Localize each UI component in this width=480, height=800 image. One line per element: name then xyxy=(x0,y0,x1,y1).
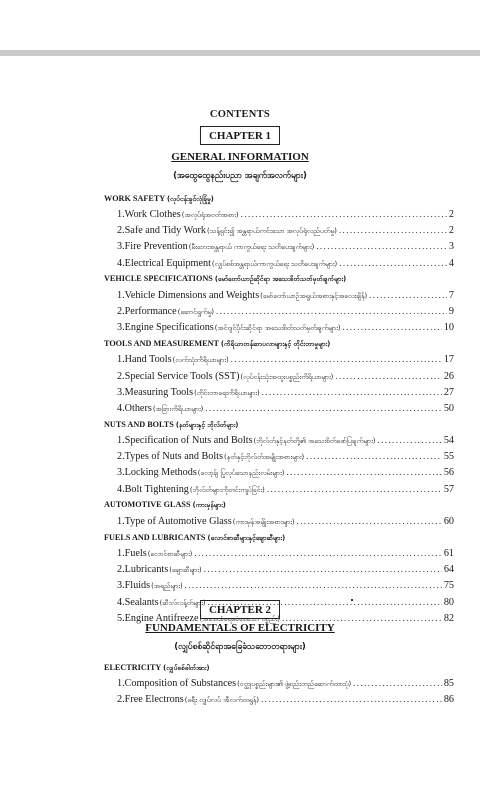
toc-entry-title: 4.Bolt Tightening xyxy=(117,483,189,495)
toc-entry[interactable] xyxy=(104,222,454,238)
toc-entry-title: 2.Types of Nuts and Bolts xyxy=(117,451,223,463)
toc-category xyxy=(104,661,454,676)
toc-entry-subtitle: (မီးဘေးအန္တရာယ် ကာကွယ်ရေး သတိပေးချက်များ) xyxy=(188,243,315,252)
contents-heading: CONTENTS xyxy=(209,109,271,120)
toc-category-subtitle: (နတ်များနှင့် ဘိုလ်တ်များ) xyxy=(175,420,239,429)
toc-page-number: 54 xyxy=(443,435,454,447)
toc-entry-subtitle: (လုပ်ငန်းသုံးအထူးပစ္စည်းကိရိယာများ) xyxy=(240,372,334,381)
toc-entry-title: 3.Locking Methods xyxy=(117,467,197,479)
toc-entry-title: 3.Measuring Tools xyxy=(117,386,194,398)
toc-entry-title: 3.Fire Prevention xyxy=(117,241,188,253)
toc-entry[interactable] xyxy=(104,691,454,707)
toc-entry-subtitle: (ဝတ္ထုပစ္စည်းများ၏ ဖွဲ့စည်းတည်ဆောက်ထားပုံ) xyxy=(237,680,352,688)
toc-entry-subtitle: (ဆီးလ်လန့်တ်များ) xyxy=(159,598,206,607)
toc-entry-subtitle: (သန့်ရှင်း၍ အန္တရာယ်ကင်းသော အလုပ်ရုံလည်ပတ်မှု) xyxy=(207,227,337,236)
dot-leader xyxy=(262,384,442,400)
toc-category xyxy=(104,418,454,433)
toc-entry-title: 4.Electrical Equipment xyxy=(117,257,211,269)
toc-entry[interactable] xyxy=(104,400,454,416)
toc-page-number: 64 xyxy=(443,564,454,576)
toc-page-number: 27 xyxy=(443,386,454,398)
toc-entry[interactable] xyxy=(104,545,454,561)
dot-leader xyxy=(204,561,442,577)
toc-entry-subtitle: (လက်သုံးကိရိယာများ) xyxy=(172,356,229,365)
toc-entry[interactable] xyxy=(104,675,454,691)
toc-entry-title: 2.Performance xyxy=(117,305,177,317)
toc-page-number: 82 xyxy=(443,612,454,624)
toc-category-subtitle: (လုပ်ငန်းခွင်လုံခြုံမှု) xyxy=(166,194,214,203)
toc-entry-subtitle: (ဘိုလ်တ်များကိုတင်းကျပ်ခြင်း) xyxy=(189,485,265,494)
toc-entry-title: 4.Others xyxy=(117,402,152,414)
toc-entry[interactable] xyxy=(104,481,454,497)
dot-leader xyxy=(339,222,447,238)
toc-category-subtitle: (လျှပ်စစ်ဓါတ်အား) xyxy=(163,663,210,672)
toc-category xyxy=(104,272,454,287)
dot-leader xyxy=(306,448,442,464)
toc-entry[interactable] xyxy=(104,287,454,303)
dot-leader xyxy=(261,691,442,707)
chapter-2-title: FUNDAMENTALS OF ELECTRICITY xyxy=(145,622,335,634)
toc-category-name: TOOLS AND MEASUREMENT xyxy=(104,338,219,348)
toc-entry-subtitle: (လော့ခ်ျ ပြုလုပ်သောနည်းလမ်းများ) xyxy=(197,469,285,478)
toc-entry-title: 3.Fluids xyxy=(117,580,151,592)
toc-category xyxy=(104,498,454,513)
toc-entry-subtitle: (အင်ဂျင်ပိုင်းဆိုင်ရာ အသေးစိတ်သတ်မှတ်ချက်များ) xyxy=(214,324,341,333)
dot-leader xyxy=(369,287,447,303)
toc-entry-subtitle: (ဆောင်ရွက်မှု) xyxy=(177,307,214,316)
toc-page-number: 9 xyxy=(448,305,454,317)
chapter-1-toc xyxy=(104,190,454,626)
toc-category-subtitle: (မော်တော်ယာဉ်ဆိုင်ရာ အသေးစိတ်သတ်မှတ်ချက်များ) xyxy=(214,275,347,284)
toc-page-number: 50 xyxy=(443,402,454,414)
toc-entry-subtitle: (အရည်များ) xyxy=(151,582,183,591)
toc-entry[interactable] xyxy=(104,448,454,464)
toc-entry-subtitle: (အလုပ်ရုံအဝတ်အစား) xyxy=(181,211,239,219)
toc-page-number: 80 xyxy=(443,596,454,608)
toc-page-number: 26 xyxy=(443,370,454,382)
dot-leader xyxy=(335,368,442,384)
toc-page-number: 2 xyxy=(448,225,454,237)
toc-entry-title: 2.Safe and Tidy Work xyxy=(117,225,206,237)
toc-entry-title: 1.Vehicle Dimensions and Weights xyxy=(117,289,260,301)
chapter-1-title: GENERAL INFORMATION xyxy=(171,151,309,163)
toc-entry-title: 2.Special Service Tools (SST) xyxy=(117,370,240,382)
toc-entry-subtitle: (နတ်နှင့်ဘိုလ်တ်အမျိုးအစားများ) xyxy=(223,453,305,462)
dot-leader xyxy=(267,481,442,497)
toc-entry[interactable] xyxy=(104,464,454,480)
toc-entry[interactable] xyxy=(104,384,454,400)
toc-entry-title: 1.Hand Tools xyxy=(117,354,172,366)
toc-entry-subtitle: (လောင်စာဆီများ) xyxy=(147,550,193,558)
dot-leader xyxy=(316,238,447,254)
toc-entry-subtitle: (တိုင်းတာရေးကိရိယာများ) xyxy=(194,388,260,397)
toc-page-number: 2 xyxy=(448,209,454,220)
dot-leader xyxy=(231,351,442,367)
dot-leader xyxy=(343,319,442,335)
toc-page-number: 57 xyxy=(443,483,454,495)
toc-entry[interactable] xyxy=(104,368,454,384)
dot-leader xyxy=(241,206,447,222)
document-page xyxy=(0,56,480,800)
dot-leader xyxy=(194,545,441,561)
toc-page-number: 60 xyxy=(443,515,454,527)
chapter-2-toc xyxy=(104,659,454,707)
toc-page-number: 7 xyxy=(448,289,454,301)
toc-entry-subtitle: (အခြားကိရိယာများ) xyxy=(152,404,204,413)
toc-entry-title: 1.Fuels xyxy=(117,548,147,559)
toc-entry-subtitle: (ကားမှန်အမျိုးအစားများ) xyxy=(232,517,295,526)
toc-category-name: AUTOMOTIVE GLASS xyxy=(104,500,191,510)
toc-entry-subtitle: (မော်တော်ယာဉ်အရွယ်အစားနှင့်အလေးချိန်) xyxy=(260,291,368,300)
dot-leader xyxy=(339,255,447,271)
toc-page-number: 56 xyxy=(443,467,454,479)
toc-entry[interactable] xyxy=(104,432,454,448)
toc-category-name: ELECTRICITY xyxy=(104,662,162,672)
dot-leader xyxy=(377,432,441,448)
toc-entry[interactable] xyxy=(104,255,454,271)
dot-leader xyxy=(205,400,442,416)
chapter-2-subtitle: (လျှပ်စစ်ဆိုင်ရာအခြေခံသဘောတရားများ) xyxy=(174,642,306,652)
toc-entry-title: 2.Lubricants xyxy=(117,564,169,576)
toc-entry-subtitle: (ဖရီး လျှပ်လပ် အီလက်ထရွန်) xyxy=(184,696,259,705)
toc-entry[interactable] xyxy=(104,513,454,529)
toc-entry[interactable] xyxy=(104,238,454,254)
toc-entry-title: 3.Engine Specifications xyxy=(117,322,214,334)
dot-leader xyxy=(297,513,442,529)
dot-leader xyxy=(286,464,441,480)
toc-entry-subtitle: (ဘိုလ်တ်နှင့်နတ်တို့၏ အသေးစိတ်ဖော်ပြချက်များ) xyxy=(253,437,376,446)
toc-category-subtitle: (လောင်စာဆီများနှင့်ချောဆီများ) xyxy=(207,533,286,542)
toc-category xyxy=(104,337,454,352)
toc-page-number: 4 xyxy=(448,257,454,269)
toc-entry-title: 4.Sealants xyxy=(117,596,159,608)
toc-entry-title: 1.Type of Automotive Glass xyxy=(117,515,232,527)
dot-leader xyxy=(353,675,442,691)
toc-entry-subtitle: (အအေးခံရေမခဲစေသော ပစ္စည်း) xyxy=(199,614,280,623)
chapter-1-subtitle: (အထွေထွေနည်းပညာ အချက်အလက်များ) xyxy=(173,171,307,181)
toc-page-number: 86 xyxy=(443,694,454,706)
toc-category-name: NUTS AND BOLTS xyxy=(104,419,174,429)
toc-entry[interactable] xyxy=(104,319,454,335)
dot-leader xyxy=(216,303,447,319)
dot-leader xyxy=(185,577,442,593)
toc-category-name: WORK SAFETY xyxy=(104,193,165,203)
toc-page-number: 10 xyxy=(443,322,454,334)
toc-category-name: VEHICLE SPECIFICATIONS xyxy=(104,274,213,284)
toc-page-number: 55 xyxy=(443,451,454,463)
toc-category-subtitle: (ကားမှန်များ) xyxy=(192,501,226,510)
toc-category xyxy=(104,192,454,207)
toc-page-number: 85 xyxy=(443,678,454,689)
toc-page-number: 61 xyxy=(443,548,454,559)
app-top-bar xyxy=(0,0,480,50)
toc-page-number: 3 xyxy=(448,241,454,253)
toc-page-number: 17 xyxy=(443,354,454,366)
toc-category-subtitle: (ကိရိယာတန်ဆာပလာများနှင့် တိုင်းတာမှုများ) xyxy=(220,339,331,348)
toc-entry-title: 5.Engine Antifreeze xyxy=(117,612,199,624)
toc-entry[interactable] xyxy=(104,206,454,222)
toc-entry-subtitle: (ချောဆီများ) xyxy=(169,566,202,575)
toc-entry[interactable] xyxy=(104,351,454,367)
toc-entry[interactable] xyxy=(104,561,454,577)
toc-entry-title: 1.Work Clothes xyxy=(117,209,181,220)
toc-entry[interactable] xyxy=(104,303,454,319)
toc-page-number: 75 xyxy=(443,580,454,592)
toc-entry-subtitle: (လျှပ်စစ်အန္တရာယ်ကာကွယ်ရေး သတိပေးချက်များ) xyxy=(211,259,338,268)
toc-entry-title: 2.Free Electrons xyxy=(117,694,184,706)
chapter-2-label: CHAPTER 2 xyxy=(200,600,280,619)
chapter-1-label: CHAPTER 1 xyxy=(200,126,280,145)
toc-category xyxy=(104,531,454,546)
page-speck xyxy=(351,599,353,601)
toc-category-name: FUELS AND LUBRICANTS xyxy=(104,532,206,542)
toc-entry[interactable] xyxy=(104,577,454,593)
toc-entry-title: 1.Specification of Nuts and Bolts xyxy=(117,435,253,447)
toc-entry-title: 1.Composition of Substances xyxy=(117,678,237,689)
